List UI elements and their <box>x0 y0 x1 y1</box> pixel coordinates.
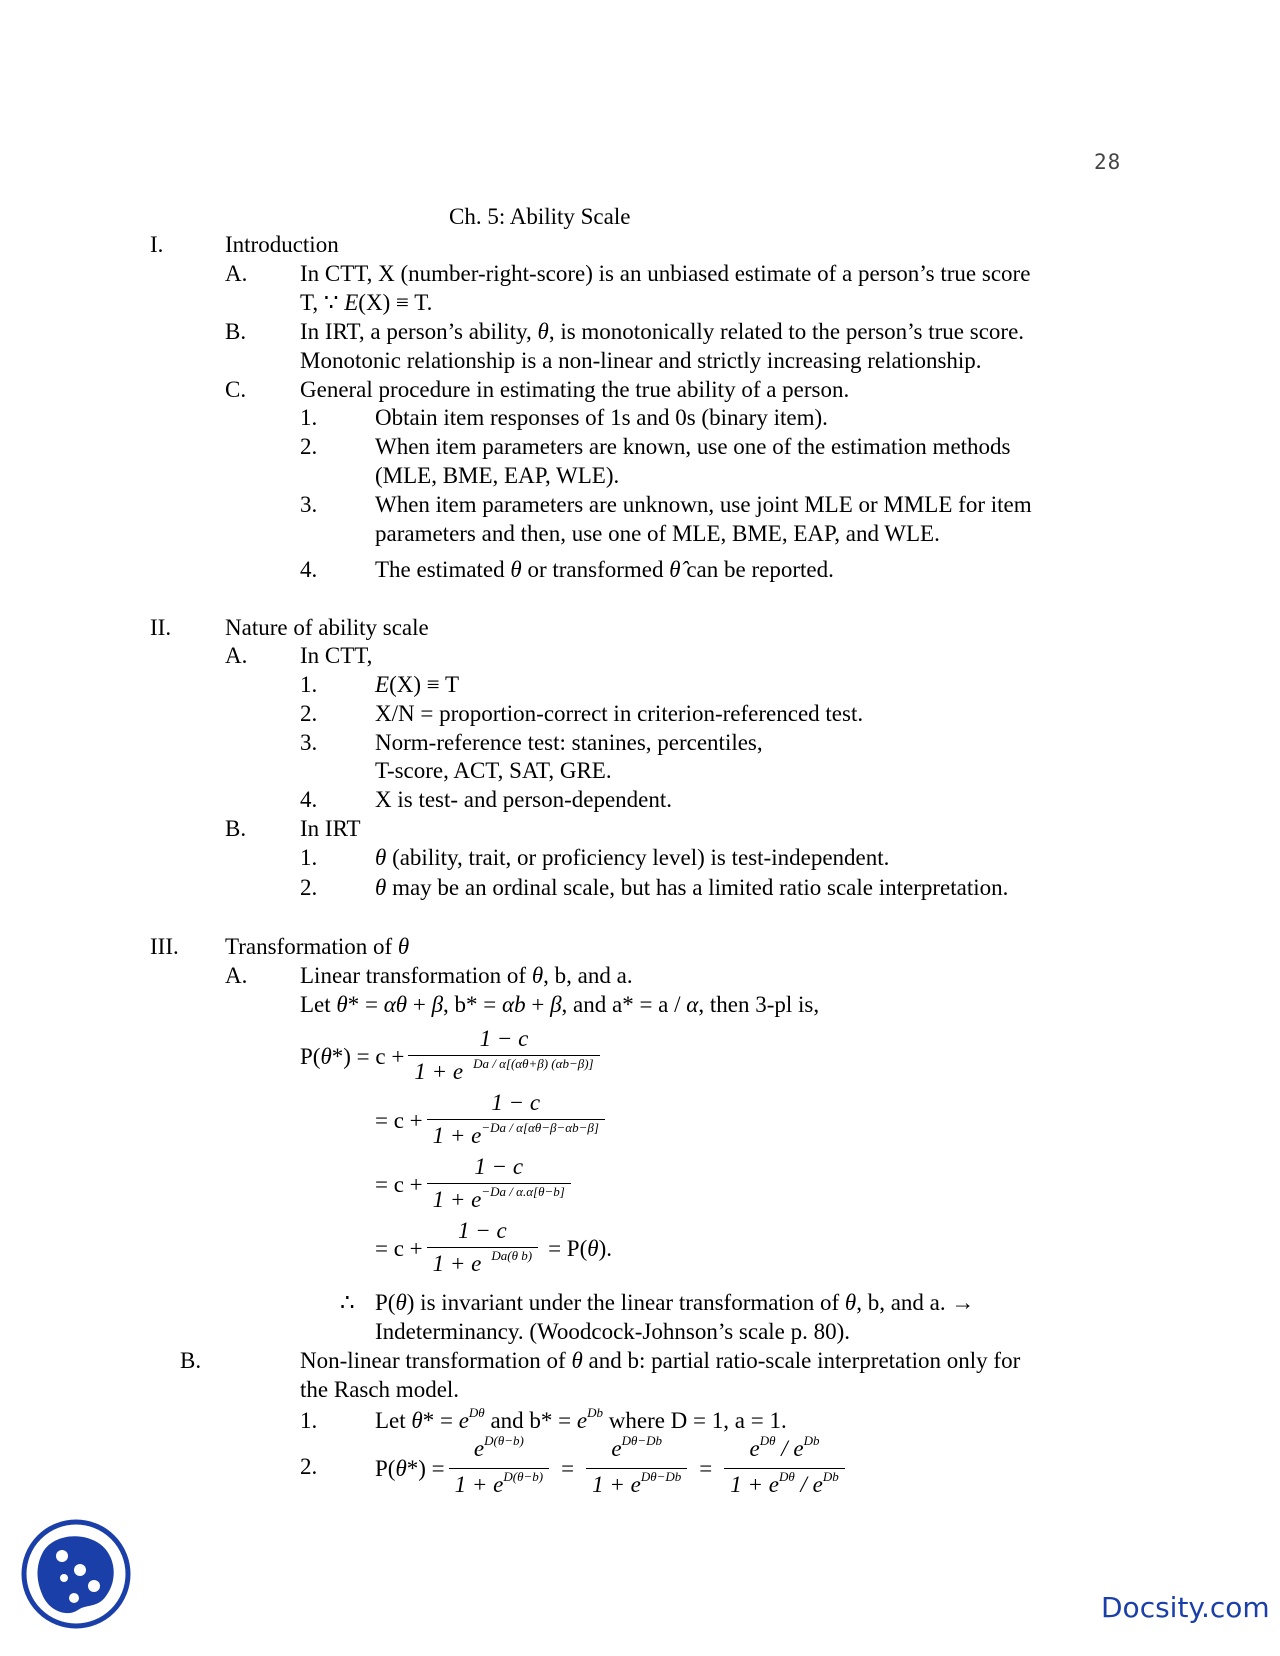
docsity-brand-link[interactable]: Docsity.com <box>1101 1591 1270 1624</box>
item-2a-3-line2: T-score, ACT, SAT, GRE. <box>375 758 612 783</box>
equation-5-fraction-1: $\frac{e^{D(\theta-b)}}{1 + e^{D(\theta-b)}}$ <box>449 1434 549 1503</box>
item-1c-2-marker: 2. <box>300 434 318 459</box>
item-2a-marker: A. <box>225 643 248 668</box>
section-1-numeral: I. <box>150 232 164 257</box>
equation-1-fraction: $\frac{1 - c}{1 + e ^{Da / \alpha[(\alpha\theta+\beta) (\alpha b-\beta)]}}$ <box>408 1024 599 1090</box>
item-2a-1-marker: 1. <box>300 672 318 697</box>
equation-3: = c + $\frac{1 - c}{1 + e^{-Da / \alpha.\alpha[\theta-b]}}$ <box>375 1152 575 1218</box>
equation-2: = c + $\frac{1 - c}{1 + e^{-Da / \alpha[\alpha\theta-\beta-\alpha b-\beta]}}$ <box>375 1088 609 1154</box>
docsity-logo-icon[interactable] <box>20 1518 132 1630</box>
item-1b-line2: Monotonic relationship is a non-linear and strictly increasing relationship. <box>300 348 982 373</box>
item-1c-1-marker: 1. <box>300 405 318 430</box>
item-1c-line1: General procedure in estimating the true ability of a person. <box>300 377 850 402</box>
therefore-symbol: ∴ <box>340 1290 355 1315</box>
item-3b-line2: the Rasch model. <box>300 1377 460 1402</box>
equation-4-fraction: $\frac{1 - c}{1 + e ^{Da(\theta b)}}$ <box>427 1216 538 1282</box>
item-1c-4-marker: 4. <box>300 557 318 582</box>
equation-3-fraction: $\frac{1 - c}{1 + e^{-Da / \alpha.\alpha[\theta-b]}}$ <box>427 1152 571 1218</box>
item-3b-1-marker: 1. <box>300 1408 318 1433</box>
docsity-logo-graphic <box>20 1518 132 1630</box>
equation-1: P( θ *) = c + $\frac{1 - c}{1 + e ^{Da / \alpha[(\alpha\theta+\beta) (\alpha b-\beta)]}}$ <box>300 1024 604 1090</box>
equation-4: = c + $\frac{1 - c}{1 + e ^{Da(\theta b)}}$ = P( θ ). <box>375 1216 612 1282</box>
section-2-heading: Nature of ability scale <box>225 615 429 640</box>
item-3a-line2: Let θ* = αθ + β, b* = αb + β, and a* = a / α, then 3-pl is, <box>300 992 820 1017</box>
item-3b-marker: B. <box>180 1348 202 1373</box>
item-1c-1-text: Obtain item responses of 1s and 0s (binary item). <box>375 405 828 430</box>
item-1c-4-text: The estimated θ or transformed θ̂ can be reported. <box>375 557 834 582</box>
item-1c-2-line1: When item parameters are known, use one of the estimation methods <box>375 434 1011 459</box>
item-2b-1-text: θ (ability, trait, or proficiency level) is test-independent. <box>375 845 890 870</box>
item-2a-3-line1: Norm-reference test: stanines, percentiles, <box>375 730 763 755</box>
item-2a-4-marker: 4. <box>300 787 318 812</box>
section-1-heading: Introduction <box>225 232 339 257</box>
item-3a-line1: Linear transformation of θ, b, and a. <box>300 963 633 988</box>
item-3b-1-text: Let $\theta* = e^{D\theta}$ and $b* = e^{Db}$ where D = 1, a = 1. <box>375 1405 787 1433</box>
item-2a-line: In CTT, <box>300 643 373 668</box>
equation-5-fraction-2: $\frac{e^{D\theta-Db}}{1 + e^{D\theta-Db}}$ <box>586 1434 687 1503</box>
item-3a-conclusion-line1: P(θ) is invariant under the linear transformation of θ, b, and a. → <box>375 1290 975 1315</box>
equation-2-fraction: $\frac{1 - c}{1 + e^{-Da / \alpha[\alpha\theta-\beta-\alpha b-\beta]}}$ <box>427 1088 605 1154</box>
item-2a-3-marker: 3. <box>300 730 318 755</box>
item-1c-3-line2: parameters and then, use one of MLE, BME, EAP, and WLE. <box>375 521 940 546</box>
chapter-title: Ch. 5: Ability Scale <box>449 204 631 229</box>
page-number: 28 <box>1094 150 1122 174</box>
item-2b-marker: B. <box>225 816 247 841</box>
item-3b-2-marker: 2. <box>300 1454 318 1479</box>
section-2-numeral: II. <box>150 615 172 640</box>
item-2b-line: In IRT <box>300 816 361 841</box>
item-3a-conclusion-line2: Indeterminancy. (Woodcock-Johnson’s scale p. 80). <box>375 1319 851 1344</box>
equation-5-fraction-3: $\frac{e^{D\theta} / e^{Db}}{1 + e^{D\theta} / e^{Db}}$ <box>724 1434 845 1503</box>
section-3-numeral: III. <box>150 934 179 959</box>
item-1a-line2: T, ∵ E(X) ≡ T. <box>300 290 433 315</box>
item-1c-3-line1: When item parameters are unknown, use joint MLE or MMLE for item <box>375 492 1032 517</box>
item-2a-1-text: E(X) ≡ T <box>375 672 460 697</box>
item-1b-line1: In IRT, a person’s ability, θ, is monotonically related to the person’s true score. <box>300 319 1025 344</box>
section-3-heading: Transformation of θ <box>225 934 410 959</box>
item-1c-marker: C. <box>225 377 247 402</box>
item-3b-line1: Non-linear transformation of θ and b: partial ratio-scale interpretation only for <box>300 1348 1021 1373</box>
item-1c-2-line2: (MLE, BME, EAP, WLE). <box>375 463 620 488</box>
item-3a-marker: A. <box>225 963 248 988</box>
item-2b-2-marker: 2. <box>300 875 318 900</box>
item-1b-marker: B. <box>225 319 247 344</box>
equation-5: P( θ *) = $\frac{e^{D(\theta-b)}}{1 + e^{D(\theta-b)}}$ = $\frac{e^{D\theta-Db}}{1 + e^{D\theta-Db}}$ = $\frac{e^{D\theta} / e^{Db}}{1 + e^{D\theta} / e^{Db}}$ <box>375 1434 849 1503</box>
item-2a-2-text: X/N = proportion-correct in criterion-referenced test. <box>375 701 864 726</box>
item-2b-2-text: θ may be an ordinal scale, but has a limited ratio scale interpretation. <box>375 875 1009 900</box>
item-1a-marker: A. <box>225 261 248 286</box>
item-2a-2-marker: 2. <box>300 701 318 726</box>
item-2a-4-text: X is test- and person-dependent. <box>375 787 673 812</box>
item-1c-3-marker: 3. <box>300 492 318 517</box>
item-2b-1-marker: 1. <box>300 845 318 870</box>
item-1a-line1: In CTT, X (number-right-score) is an unbiased estimate of a person’s true score <box>300 261 1031 286</box>
